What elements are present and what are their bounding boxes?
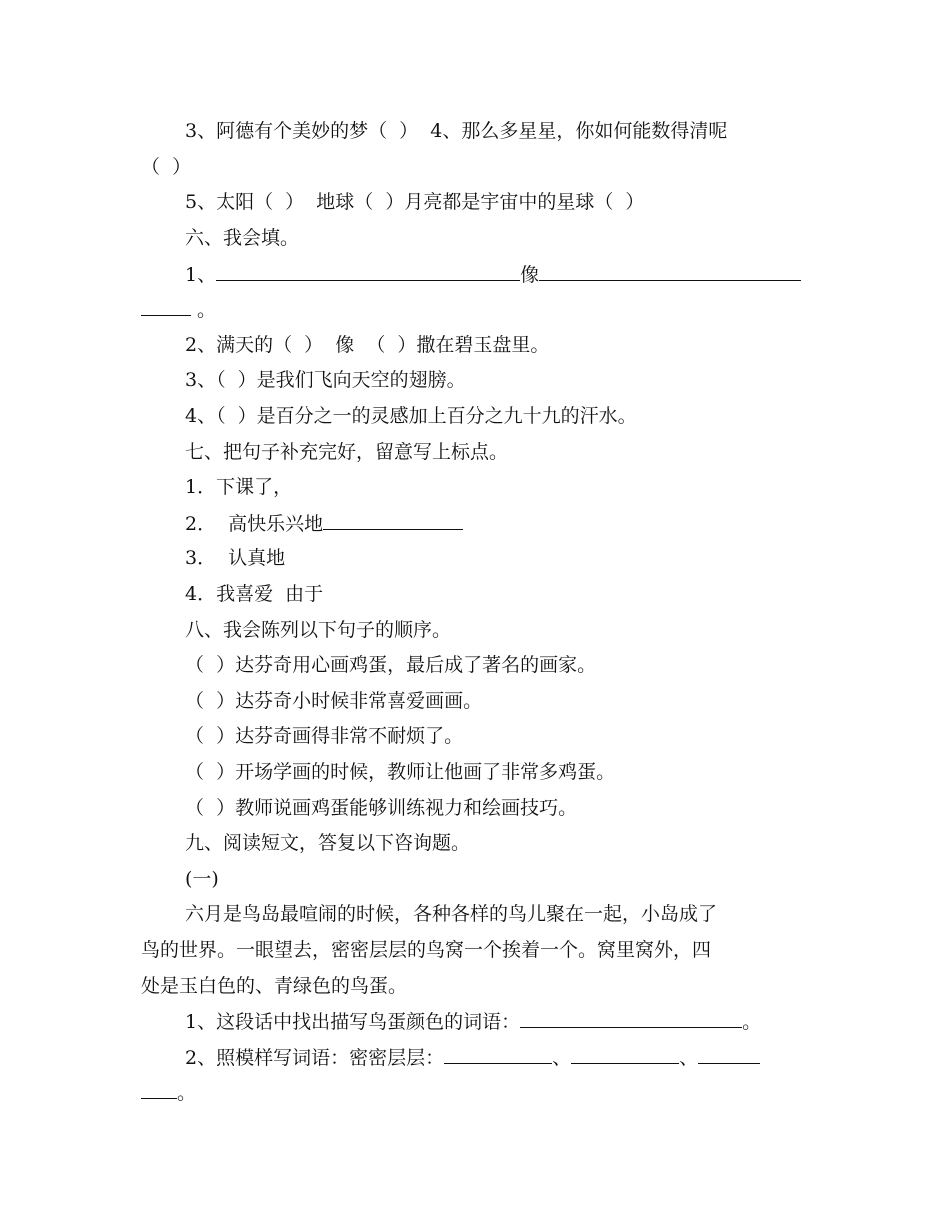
sentence-item-1: 1．下课了，	[185, 476, 293, 498]
order-item: （ ）达芬奇小时候非常喜爱画画。	[185, 690, 483, 712]
fill-line-1-like: 像	[520, 264, 540, 286]
fill-line-1-end: 。	[191, 299, 217, 321]
fill-line-3: 3、（ ）是我们飞向天空的翅膀。	[185, 369, 466, 391]
sentence-item-2	[185, 510, 463, 537]
answer-blank[interactable]	[571, 1044, 679, 1064]
passage-line-1: 六月是鸟岛最喧闹的时候，各种各样的鸟儿聚在一起，小岛成了	[185, 903, 718, 925]
reading-question-1-end: 。	[742, 1011, 762, 1033]
answer-blank[interactable]	[216, 261, 520, 281]
passage-line-3: 处是玉白色的、青绿色的鸟蛋。	[141, 975, 408, 997]
reading-question-2-cont	[141, 1079, 196, 1106]
sentence-item-3: 3． 认真地	[185, 547, 286, 569]
reading-question-1-text: 1、这段话中找出描写鸟蛋颜色的词语：	[185, 1011, 521, 1033]
separator: 、	[552, 1047, 572, 1069]
reading-question-2-end: 。	[177, 1082, 197, 1104]
sentence-item-4: 4．我喜爱 由于	[185, 583, 324, 605]
answer-blank[interactable]	[539, 261, 801, 281]
answer-blank[interactable]	[141, 1079, 177, 1099]
fill-line-4: 4、（ ）是百分之一的灵感加上百分之九十九的汗水。	[185, 405, 637, 427]
reading-question-1	[185, 1008, 761, 1035]
section-8-heading: 八、我会陈列以下句子的顺序。	[185, 619, 452, 641]
answer-blank[interactable]	[444, 1044, 552, 1064]
answer-blank[interactable]	[520, 1008, 742, 1028]
section-7-heading: 七、把句子补充完好，留意写上标点。	[185, 441, 509, 463]
reading-question-2	[185, 1044, 760, 1071]
answer-blank[interactable]	[323, 510, 463, 530]
question-line-5: 5、太阳（ ） 地球（ ）月亮都是宇宙中的星球（ ）	[185, 191, 645, 213]
sentence-item-2-text: 2． 高快乐兴地	[185, 513, 324, 535]
answer-blank[interactable]	[698, 1044, 760, 1064]
passage-line-2: 鸟的世界。一眼望去，密密层层的鸟窝一个挨着一个。窝里窝外，四	[141, 939, 712, 961]
question-line-4-cont: （ ）	[141, 156, 192, 178]
reading-question-2-text: 2、照模样写词语：密密层层：	[185, 1047, 445, 1069]
section-9-heading: 九、阅读短文，答复以下咨询题。	[185, 832, 471, 854]
answer-blank[interactable]	[141, 296, 191, 316]
order-item: （ ）教师说画鸡蛋能够训练视力和绘画技巧。	[185, 797, 578, 819]
fill-line-1	[185, 261, 801, 288]
section-6-heading: 六、我会填。	[185, 227, 300, 249]
passage-number: (一)	[185, 868, 219, 890]
order-item: （ ）开场学画的时候，教师让他画了非常多鸡蛋。	[185, 761, 616, 783]
separator: 、	[679, 1047, 699, 1069]
fill-line-1-label: 1、	[185, 264, 217, 286]
fill-line-2: 2、满天的（ ） 像 （ ）撒在碧玉盘里。	[185, 334, 550, 356]
order-item: （ ）达芬奇用心画鸡蛋，最后成了著名的画家。	[185, 654, 597, 676]
question-line-3-4: 3、阿德有个美妙的梦（ ） 4、那么多星星，你如何能数得清呢	[185, 120, 728, 142]
order-item: （ ）达芬奇画得非常不耐烦了。	[185, 725, 464, 747]
fill-line-1-cont	[141, 296, 216, 323]
